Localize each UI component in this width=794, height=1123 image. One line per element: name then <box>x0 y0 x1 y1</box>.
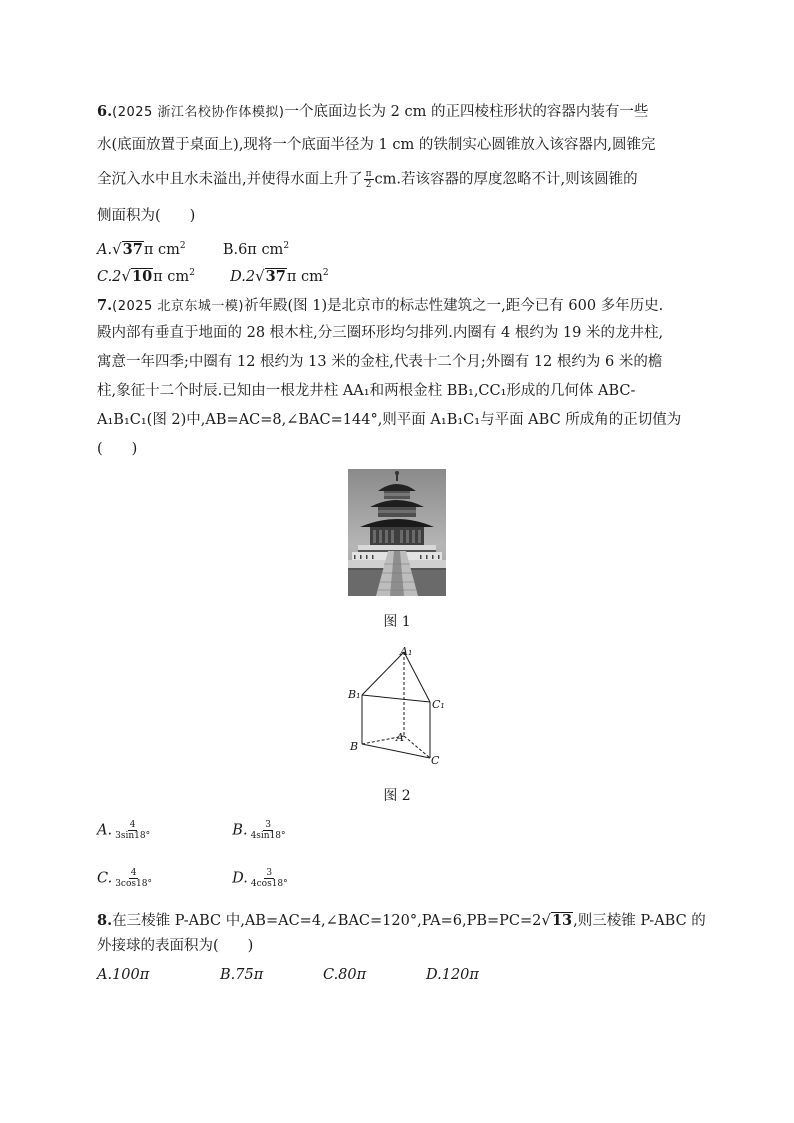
q7-option-c-fraction: $\frac{4}{3\cos 18^\circ}$ <box>115 868 152 889</box>
label-b: B <box>350 740 359 753</box>
q8-option-b: B.75π <box>220 967 264 983</box>
label-c1: C₁ <box>432 698 445 711</box>
q7-option-b-fraction: $\frac{3}{4\sin 18^\circ}$ <box>250 820 286 841</box>
figure-1-caption: 图 1 <box>383 614 411 630</box>
q6-option-a-label: A. <box>97 241 113 258</box>
q7-line-4: 柱,象征十二个时辰.已知由一根龙井柱 AA₁和两根金柱 BB₁,CC₁形成的几何体 ABC- <box>97 383 636 399</box>
q8-line-1: 8.在三棱锥 P-ABC 中,AB=AC=4,∠BAC=120°,PA=6,PB=PC=2√13,则三棱锥 P-ABC 的 <box>97 911 706 929</box>
q6-option-d-label: D.2 <box>230 268 256 285</box>
q6-text-3a: 全沉入水中且水未溢出,并使得水面上升了 <box>97 171 363 188</box>
q6-option-d-radicand: 37 <box>265 267 286 285</box>
q6-option-a-radicand: 37 <box>122 240 143 258</box>
q6-option-c-label: C.2 <box>97 268 122 285</box>
q6-number: 6. <box>97 103 113 120</box>
q8-radicand: 13 <box>551 912 573 929</box>
q7-line-1 <box>97 296 663 317</box>
q6-line-3 <box>97 169 638 190</box>
q7-source: (2025 北京东城一模) <box>112 299 245 314</box>
label-a: A <box>396 731 404 744</box>
q8-text-1b: ,则三棱锥 P-ABC 的 <box>573 913 706 929</box>
q7-text-1: 祈年殿(图 1)是北京市的标志性建筑之一,距今已有 600 多年历史. <box>244 298 664 314</box>
q8-number: 8. <box>97 912 113 929</box>
q6-line-4 <box>97 206 195 226</box>
q6-text-4: 侧面积为( ) <box>97 208 196 224</box>
label-c: C <box>431 754 440 767</box>
label-b1: B₁ <box>348 688 361 701</box>
q6-source: (2025 浙江名校协作体模拟) <box>112 105 285 120</box>
q6-line-2 <box>97 135 655 155</box>
q8-option-d: D.120π <box>426 967 479 983</box>
q7-options-cd: C. $\frac{4}{3\cos 18^\circ}$ D. $\frac{3}{4\cos 18^\circ}$ <box>97 868 288 889</box>
figure-2-caption: 图 2 <box>383 788 411 804</box>
q7-line-2: 殿内部有垂直于地面的 28 根木柱,分三圈环形均匀排列.内圈有 4 根约为 19 米的龙井柱, <box>97 325 664 341</box>
q6-fraction: $\frac{\pi}{2}$ <box>365 169 372 190</box>
q8-line-2: 外接球的表面积为( ) <box>97 938 254 954</box>
temple-photo <box>348 469 446 596</box>
q7-number: 7. <box>97 297 113 314</box>
q8-options <box>97 965 479 985</box>
q6-text-1: 一个底面边长为 2 cm 的正四棱柱形状的容器内装有一些 <box>284 104 649 120</box>
q7-option-d-fraction: $\frac{3}{4\cos 18^\circ}$ <box>250 868 288 889</box>
q8-option-c: C.80π <box>323 967 367 983</box>
q6-text-2: 水(底面放置于桌面上),现将一个底面半径为 1 cm 的铁制实心圆锥放入该容器内,圆锥完 <box>97 137 656 153</box>
q7-line-6: ( ) <box>97 441 138 457</box>
label-a1: A₁ <box>400 645 413 658</box>
q7-line-3: 寓意一年四季;中圈有 12 根约为 13 米的金柱,代表十二个月;外圈有 12 根约为 6 米的檐 <box>97 354 663 370</box>
q7-options-ab: A. $\frac{4}{3\sin 18^\circ}$ B. $\frac{3}{4\sin 18^\circ}$ <box>97 820 286 841</box>
q8-option-a: A.100π <box>97 967 150 983</box>
q6-options-ab: A.√37π $cm^2$ B.6π $cm^2$ <box>97 239 290 258</box>
q7-line-5: A₁B₁C₁(图 2)中,AB=AC=8,∠BAC=144°,则平面 A₁B₁C₁与平面 ABC 所成角的正切值为 <box>97 412 682 428</box>
q6-options-cd: C.2√10π $cm^2$ D.2√37π $cm^2$ <box>97 266 329 285</box>
q6-line-1 <box>97 102 648 123</box>
q6-option-c-radicand: 10 <box>131 267 153 285</box>
q6-option-b: B.6π cm <box>222 241 284 258</box>
q8-text-1a: 在三棱锥 P-ABC 中,AB=AC=4,∠BAC=120°,PA=6,PB=PC=2 <box>112 913 542 929</box>
q7-option-a-fraction: $\frac{4}{3\sin 18^\circ}$ <box>115 820 151 841</box>
q6-text-3b: cm.若该容器的厚度忽略不计,则该圆锥的 <box>374 171 638 188</box>
